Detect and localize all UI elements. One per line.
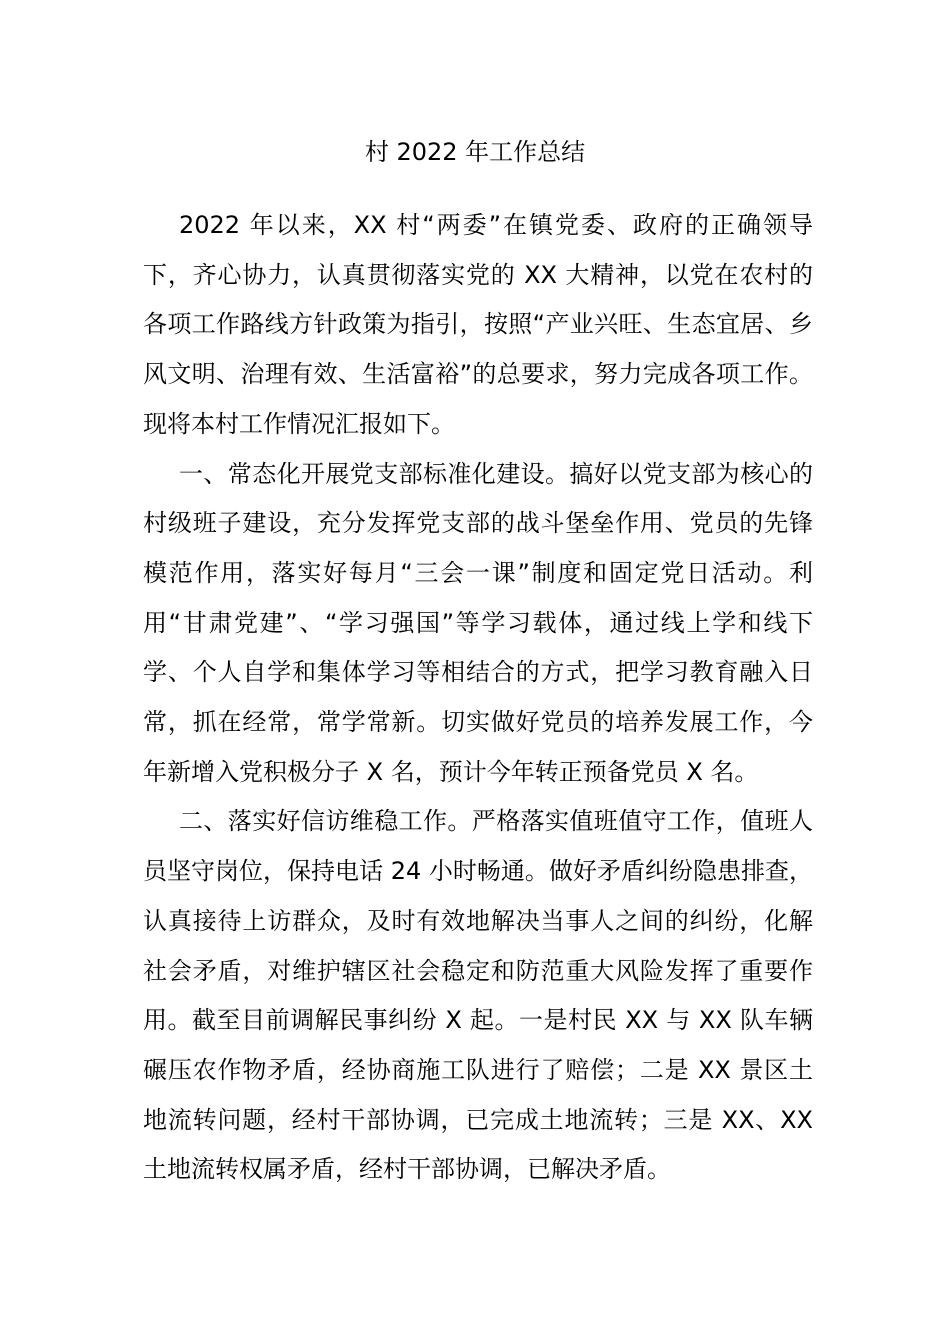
- document-body: [143, 201, 813, 1195]
- paragraph-intro: 2022 年以来，XX 村“两委”在镇党委、政府的正确领导下，齐心协力，认真贯彻落实党的 XX 大精神，以党在农村的各项工作路线方针政策为指引，按照“产业兴旺、生态宜居、乡风文明、治理有效、生活富裕”的总要求，努力完成各项工作。现将本村工作情况汇报如下。: [143, 211, 813, 438]
- document-title: 村 2022 年工作总结: [364, 138, 586, 166]
- paragraph-party-branch: 一、常态化开展党支部标准化建设。搞好以党支部为核心的村级班子建设，充分发挥党支部的战斗堡垒作用、党员的先锋模范作用，落实好每月“三会一课”制度和固定党日活动。利用“甘肃党建”、“学习强国”等学习载体，通过线上学和线下学、个人自学和集体学习等相结合的方式，把学习教育融入日常，抓在经常，常学常新。切实做好党员的培养发展工作，今年新增入党积极分子 X 名，预计今年转正预备党员 X 名。: [143, 459, 813, 786]
- paragraph-petition-stability: 二、落实好信访维稳工作。严格落实值班值守工作，值班人员坚守岗位，保持电话 24 小时畅通。做好矛盾纠纷隐患排查，认真接待上访群众，及时有效地解决当事人之间的纠纷，化解社会矛盾，对维护辖区社会稳定和防范重大风险发挥了重要作用。截至目前调解民事纠纷 X 起。一是村民 XX 与 XX 队车辆碾压农作物矛盾，经协商施工队进行了赔偿；二是 XX 景区土地流转问题，经村干部协调，已完成土地流转；三是 XX、XX 土地流转权属矛盾，经村干部协调，已解决矛盾。: [143, 807, 813, 1184]
